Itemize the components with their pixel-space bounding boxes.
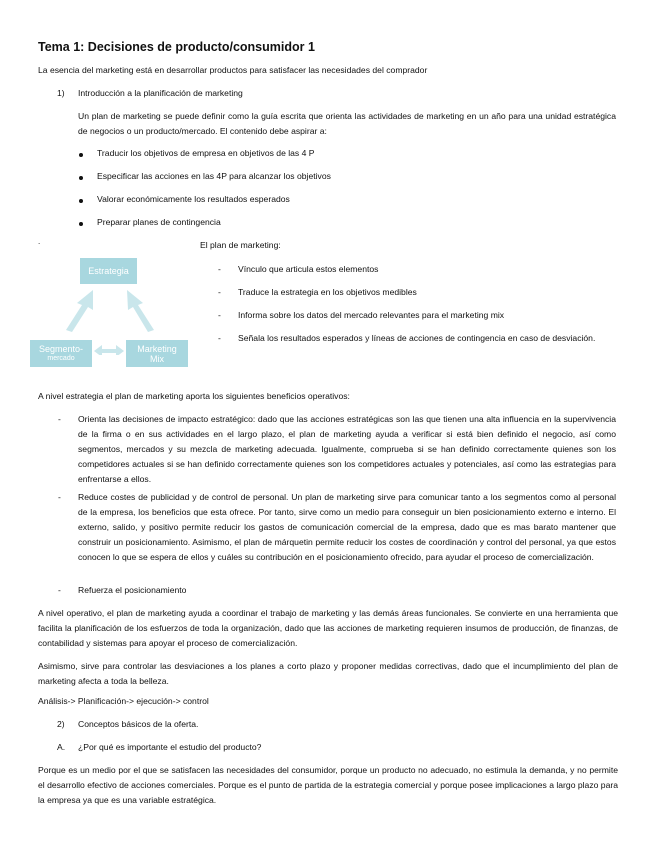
benefit-item: Orienta las decisiones de impacto estratégico: dado que las acciones estratégicas son las que tienen una alta influencia en la supervivencia de la firma o en sus actividades en el largo plazo, el plan de marketing ayuda a verificar si está bien definido el negocio, así como segmentos, mercados y su mezcla de marketing adecuada. Igualmente, comprueba si se han definido correctamente quienes son los competidores actuales si se han definido correctamente quienes son los competidores actuales y potenciales, así como las estrategias para enfrentarse a ellos. <box>78 414 616 484</box>
plan-item: Vínculo que articula estos elementos <box>238 264 379 274</box>
dash-marker: - <box>58 585 61 595</box>
flow-text: Análisis-> Planificación-> ejecución-> control <box>38 696 209 706</box>
plan-heading: El plan de marketing: <box>200 240 281 250</box>
diagram-box-marketing <box>126 340 188 367</box>
bullet-dot-icon <box>79 176 83 180</box>
diagram-box-segmento <box>30 340 92 367</box>
bullet-dot-icon <box>79 222 83 226</box>
sectionA-letter: A. <box>57 742 66 752</box>
diagram-mix-label: Mix <box>150 353 164 364</box>
section2-heading: Conceptos básicos de la oferta. <box>78 719 199 729</box>
plan-item: Informa sobre los datos del mercado relevantes para el marketing mix <box>238 310 505 320</box>
bullet-item: Especificar las acciones en las 4P para alcanzar los objetivos <box>97 171 331 181</box>
stray-mark: . <box>38 237 41 246</box>
strategy-intro: A nivel estrategia el plan de marketing aporta los siguientes beneficios operativos: <box>38 391 350 401</box>
section2-number: 2) <box>57 719 65 729</box>
dash-marker: - <box>218 333 221 343</box>
dash-marker: - <box>218 287 221 297</box>
dash-marker: - <box>218 310 221 320</box>
intro-text: La esencia del marketing está en desarrollar productos para satisfacer las necesidades del comprador <box>38 65 428 75</box>
diagram-box-estrategia <box>80 258 137 284</box>
benefit-item: Refuerza el posicionamiento <box>78 585 187 595</box>
dash-marker: - <box>218 264 221 274</box>
dash-marker: - <box>58 492 61 502</box>
asimismo-paragraph: Asimismo, sirve para controlar las desviaciones a los planes a corto plazo y proponer medidas correctivas, dado que el incumplimiento del plan de marketing afecta a toda la belleza. <box>38 661 618 686</box>
section1-paragraph: Un plan de marketing se puede definir como la guía escrita que orienta las actividades de marketing en un año para una unidad estratégica de negocios o un producto/mercado. El contenido debe aspirar a: <box>78 111 616 136</box>
sectionA-heading: ¿Por qué es importante el estudio del producto? <box>78 742 262 752</box>
dash-marker: - <box>58 414 61 424</box>
bullet-dot-icon <box>79 153 83 157</box>
section1-heading: Introducción a la planificación de marketing <box>78 88 243 98</box>
bullet-dot-icon <box>79 199 83 203</box>
diagram-mercado-label: mercado <box>47 354 75 362</box>
bullet-item: Valorar económicamente los resultados esperados <box>97 194 290 204</box>
closing-paragraph: Porque es un medio por el que se satisfacen las necesidades del consumidor, porque un producto no adecuado, no estimula la demanda, y no permite el desarrollo efectivo de acciones comerciales. Porque es el punto de partida de la estrategia comercial y porque posee implicaciones a largo plazo para la empresa ya que es una variable estratégica. <box>38 765 618 805</box>
plan-item: Señala los resultados esperados y líneas de acciones de contingencia en caso de desviación. <box>238 333 596 343</box>
diagram-estrategia-label: Estrategia <box>88 266 129 276</box>
bullet-item: Traducir los objetivos de empresa en objetivos de las 4 P <box>97 148 315 158</box>
diagram-segmento-label: Segmento- <box>38 343 84 354</box>
plan-item: Traduce la estrategia en los objetivos medibles <box>238 287 417 297</box>
diagram-marketing-label: Marketing <box>137 343 177 354</box>
operative-paragraph: A nivel operativo, el plan de marketing ayuda a coordinar el trabajo de marketing y las demás áreas funcionales. Se convierte en una herramienta que facilita la planificación de los esfuerzos de toda la organización, dado que las acciones de marketing requieren insumos de producción, de finanzas, de contabilidad y sistemas para apoyar el proceso de comercialización. <box>38 608 618 648</box>
page-title: Tema 1: Decisiones de producto/consumidor 1 <box>38 40 315 54</box>
bullet-item: Preparar planes de contingencia <box>97 217 221 227</box>
benefit-item: Reduce costes de publicidad y de control de personal. Un plan de marketing sirve para comunicar tanto a los segmentos como al personal de la empresa, los beneficios que esta ofrece. Por tanto, sirve como un medio para conseguir un bien posicionamiento externo e interno. El externo, salido, y positivo permite reducir los gastos de comunicación comercial de la empresa, dado que es mas barato mantener que construir un posicionamiento. Asimismo, el plan de márquetin permite reducir los costes de coordinación y control del personal, ya que estos conocen lo que se espera de ellos y cuáles su contribución en el posicionamiento ofrecido, para ayudar el proceso de comercialización. <box>78 492 616 562</box>
section1-number: 1) <box>57 88 65 98</box>
